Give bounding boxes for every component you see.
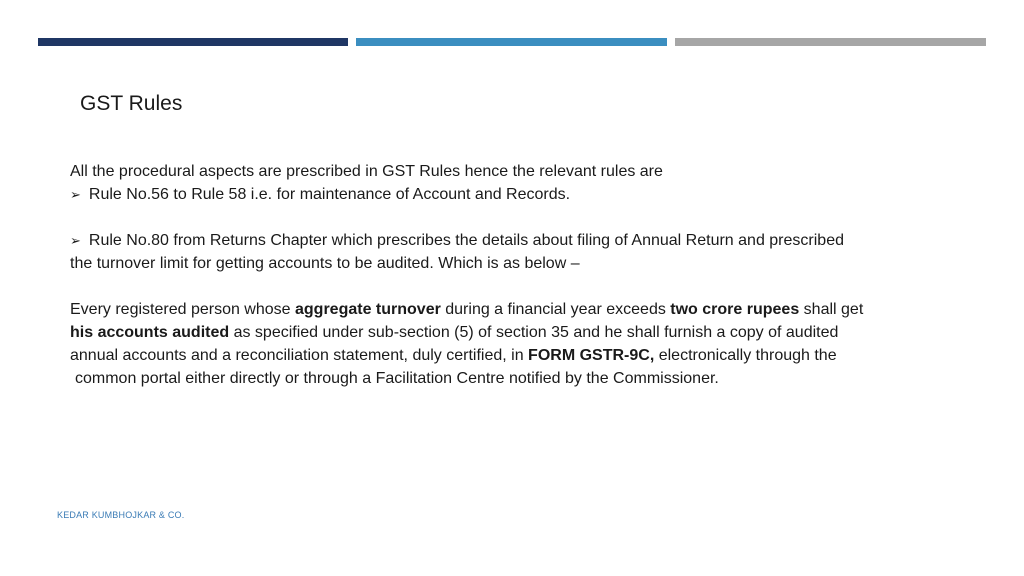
intro-text: All the procedural aspects are prescribed in GST Rules hence the relevant rules are bbox=[70, 163, 663, 180]
accent-bar-blue bbox=[356, 38, 667, 46]
para-text: as specified under sub-section (5) of section 35 and he shall furnish a copy of audited bbox=[229, 324, 839, 341]
header-accent-bars bbox=[38, 38, 986, 46]
emphasis-accounts-audited: his accounts audited bbox=[70, 324, 230, 341]
para-text: electronically through the bbox=[654, 347, 837, 364]
accent-bar-gray bbox=[675, 38, 986, 46]
para-text: during a financial year exceeds bbox=[440, 301, 671, 318]
bullet-2-text-line1: Rule No.80 from Returns Chapter which prescribes the details about filing of Annual Return and prescribed bbox=[88, 232, 844, 249]
slide-body bbox=[70, 160, 970, 390]
slide-title: GST Rules bbox=[80, 92, 183, 115]
para-text: shall get bbox=[799, 301, 864, 318]
para-text: annual accounts and a reconciliation statement, duly certified, in bbox=[70, 347, 529, 364]
arrow-bullet-icon: ➢ bbox=[70, 187, 81, 202]
emphasis-form-gstr-9c: FORM GSTR-9C, bbox=[528, 347, 655, 364]
bullet-2-text-line2: the turnover limit for getting accounts to be audited. Which is as below – bbox=[70, 255, 580, 272]
para-text: Every registered person whose bbox=[70, 301, 295, 318]
arrow-bullet-icon: ➢ bbox=[70, 233, 81, 248]
paragraph-line-2 bbox=[70, 321, 970, 344]
paragraph-line-3 bbox=[70, 344, 970, 367]
accent-bar-navy bbox=[38, 38, 348, 46]
paragraph-line-1 bbox=[70, 298, 970, 321]
bullet-item-1 bbox=[70, 183, 970, 206]
emphasis-two-crore-rupees: two crore rupees bbox=[670, 301, 800, 318]
bullet-1-text: Rule No.56 to Rule 58 i.e. for maintenance of Account and Records. bbox=[88, 186, 571, 203]
bullet-item-2 bbox=[70, 229, 970, 252]
paragraph-line-4: common portal either directly or through a Facilitation Centre notified by the Commissioner. bbox=[75, 370, 719, 387]
footer-firm-name: KEDAR KUMBHOJKAR & CO. bbox=[57, 510, 185, 520]
emphasis-aggregate-turnover: aggregate turnover bbox=[295, 301, 441, 318]
